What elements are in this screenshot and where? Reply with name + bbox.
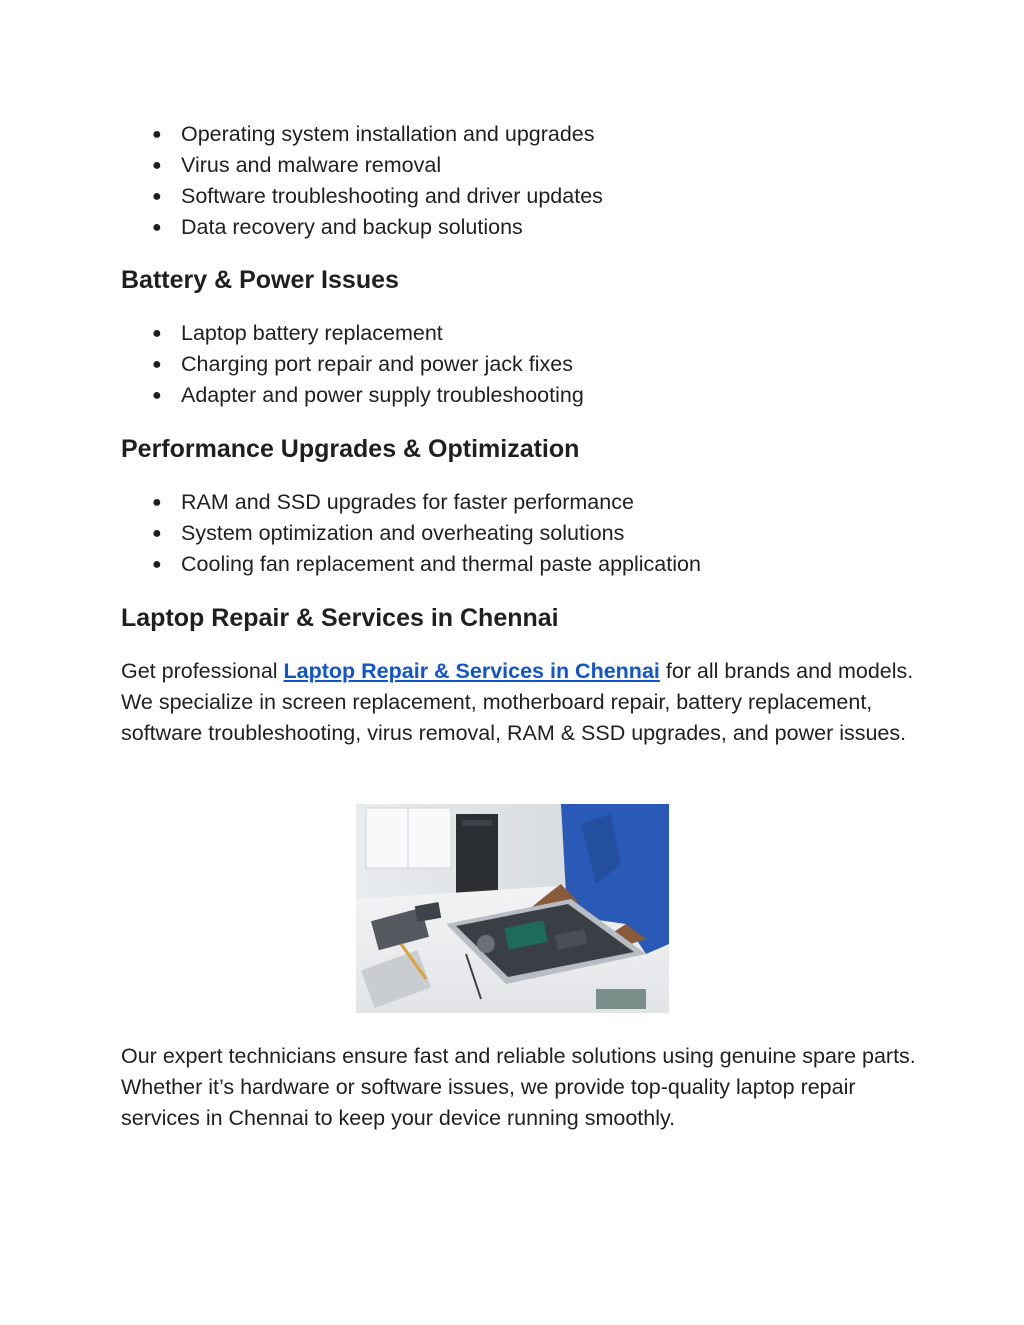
chennai-services-link[interactable]: Laptop Repair & Services in Chennai [283,659,660,683]
laptop-repair-photo [356,804,669,1013]
list-item: ● Data recovery and backup solutions [152,212,603,243]
performance-heading: Performance Upgrades & Optimization [121,435,580,463]
list-item: ● System optimization and overheating solutions [152,518,701,549]
bullet-icon: ● [152,219,162,236]
bullet-icon: ● [152,387,162,404]
list-item: ● Cooling fan replacement and thermal paste application [152,549,701,580]
performance-services-list [152,487,701,580]
chennai-closing-paragraph: Our expert technicians ensure fast and reliable solutions using genuine spare parts. Whether it’s hardware or software issues, we provide top-quality laptop repair services in Chennai to keep your device running smoothly. [121,1044,916,1130]
chennai-intro-paragraph: Get professional Laptop Repair & Services in Chennai for all brands and models. We specialize in screen replacement, motherboard repair, battery replacement, software troubleshooting, virus removal, RAM & SSD upgrades, and power issues. [121,659,914,745]
bullet-icon: ● [152,356,162,373]
bullet-icon: ● [152,126,162,143]
list-item: ● Laptop battery replacement [152,318,584,349]
chennai-heading: Laptop Repair & Services in Chennai [121,604,559,632]
list-item: ● Adapter and power supply troubleshooting [152,380,584,411]
bullet-icon: ● [152,188,162,205]
software-services-list [152,119,603,243]
list-item: ● Operating system installation and upgrades [152,119,603,150]
list-item: ● Charging port repair and power jack fixes [152,349,584,380]
bullet-icon: ● [152,556,162,573]
battery-services-list [152,318,584,411]
bullet-icon: ● [152,494,162,511]
list-item: ● Software troubleshooting and driver updates [152,181,603,212]
bullet-icon: ● [152,525,162,542]
battery-heading: Battery & Power Issues [121,266,399,294]
list-item: ● RAM and SSD upgrades for faster performance [152,487,701,518]
bullet-icon: ● [152,157,162,174]
list-item: ● Virus and malware removal [152,150,603,181]
bullet-icon: ● [152,325,162,342]
